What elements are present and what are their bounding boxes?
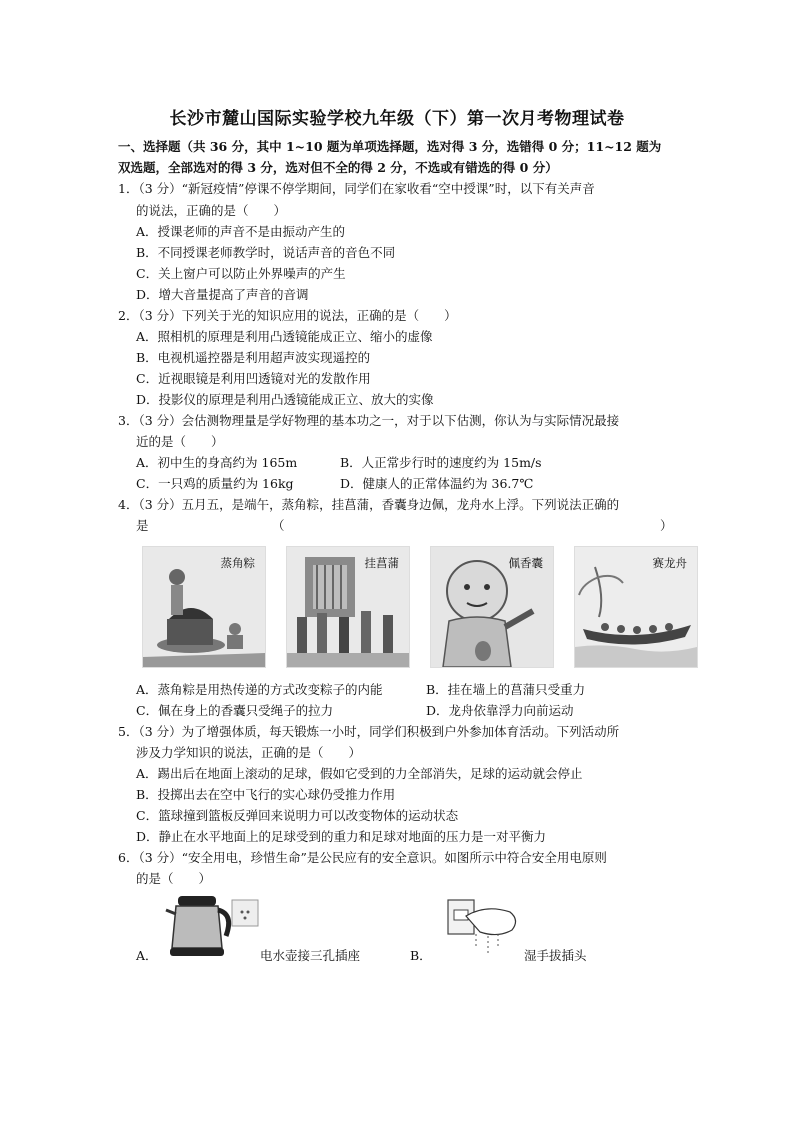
question-4-stem-cont: 是 xyxy=(136,518,149,533)
question-4-option-c: C．佩在身上的香囊只受绳子的拉力 xyxy=(136,703,334,718)
image-caption: 蒸角粽 xyxy=(220,556,255,570)
question-6-stem: 6．（3 分）“安全用电，珍惜生命”是公民应有的安全意识。如图所示中符合安全用电原则 xyxy=(118,850,607,865)
question-4-option-a: A．蒸角粽是用热传递的方式改变粽子的内能 xyxy=(136,682,383,697)
question-4-paren-close: ） xyxy=(660,518,673,533)
image-caption: 赛龙舟 xyxy=(652,556,687,570)
question-2-option-c: C．近视眼镜是利用凹透镜对光的发散作用 xyxy=(136,371,371,386)
question-3-stem: 3．（3 分）会估测物理量是学好物理的基本功之一，对于以下估测，你认为与实际情况最接 xyxy=(118,413,620,428)
electric-kettle-image xyxy=(160,892,264,962)
question-2-option-a: A．照相机的原理是利用凸透镜能成正立、缩小的虚像 xyxy=(136,329,433,344)
question-4-option-d: D．龙舟依靠浮力向前运动 xyxy=(426,703,574,718)
question-4-paren-open: （ xyxy=(272,518,285,533)
question-1-stem: 1．（3 分）“新冠疫情”停课不停学期间，同学们在家收看“空中授课”时，以下有关声音 xyxy=(118,181,595,196)
image-steaming-zongzi xyxy=(142,546,266,668)
section-instruction-line2: 双选题，全部选对的得 3 分，选对但不全的得 2 分，不选或有错选的得 0 分） xyxy=(118,160,558,175)
question-1-option-b: B．不同授课老师教学时，说话声音的音色不同 xyxy=(136,245,396,260)
question-4-option-b: B．挂在墙上的菖蒲只受重力 xyxy=(426,682,586,697)
question-5-option-d: D．静止在水平地面上的足球受到的重力和足球对地面的压力是一对平衡力 xyxy=(136,829,547,844)
image-caption: 佩香囊 xyxy=(508,556,543,570)
question-1-option-c: C．关上窗户可以防止外界噪声的产生 xyxy=(136,266,346,281)
image-wearing-sachet xyxy=(430,546,554,668)
question-2-option-d: D．投影仪的原理是利用凸透镜能成正立、放大的实像 xyxy=(136,392,434,407)
question-1-option-a: A．授课老师的声音不是由振动产生的 xyxy=(136,224,346,239)
image-caption: 挂菖蒲 xyxy=(364,556,399,570)
question-2-stem: 2．（3 分）下列关于光的知识应用的说法，正确的是（ ） xyxy=(118,308,457,323)
question-3-option-b: B．人正常步行时的速度约为 15m/s xyxy=(340,455,542,470)
question-2-option-b: B．电视机遥控器是利用超声波实现遥控的 xyxy=(136,350,371,365)
question-3-stem-cont: 近的是（ ） xyxy=(136,434,224,449)
question-5-stem: 5．（3 分）为了增强体质，每天锻炼一小时，同学们积极到户外参加体育活动。下列活动所 xyxy=(118,724,620,739)
question-4-stem: 4．（3 分）五月五，是端午，蒸角粽，挂菖蒲，香囊身边佩，龙舟水上浮。下列说法正确的 xyxy=(118,497,620,512)
question-3-option-d: D．健康人的正常体温约为 36.7℃ xyxy=(340,476,534,491)
image-hanging-calamus xyxy=(286,546,410,668)
question-3-option-c: C．一只鸡的质量约为 16kg xyxy=(136,476,294,491)
image-dragon-boat-race xyxy=(574,546,698,668)
question-5-option-a: A．踢出后在地面上滚动的足球，假如它受到的力全部消失，足球的运动就会停止 xyxy=(136,766,583,781)
question-6-option-a-label: A． xyxy=(136,948,158,963)
question-6-option-b-label: B． xyxy=(410,948,432,963)
question-3-option-a: A．初中生的身高约为 165m xyxy=(136,455,298,470)
question-5-stem-cont: 涉及力学知识的说法，正确的是（ ） xyxy=(136,745,362,760)
question-6-option-b-caption: 湿手拔插头 xyxy=(524,948,587,963)
section-instruction-line1: 一、选择题（共 36 分，其中 1~10 题为单项选择题，选对得 3 分，选错得 0 分；11~12 题为 xyxy=(118,139,662,154)
page-title: 长沙市麓山国际实验学校九年级（下）第一次月考物理试卷 xyxy=(169,109,625,129)
wet-hand-unplug-image xyxy=(436,890,522,964)
question-5-option-b: B．投掷出去在空中飞行的实心球仍受推力作用 xyxy=(136,787,396,802)
question-6-option-a-caption: 电水壶接三孔插座 xyxy=(260,948,361,963)
question-1-option-d: D．增大音量提高了声音的音调 xyxy=(136,287,309,302)
question-5-option-c: C．篮球撞到篮板反弹回来说明力可以改变物体的运动状态 xyxy=(136,808,459,823)
question-6-stem-cont: 的是（ ） xyxy=(136,871,212,886)
question-1-stem-cont: 的说法，正确的是（ ） xyxy=(136,203,287,218)
